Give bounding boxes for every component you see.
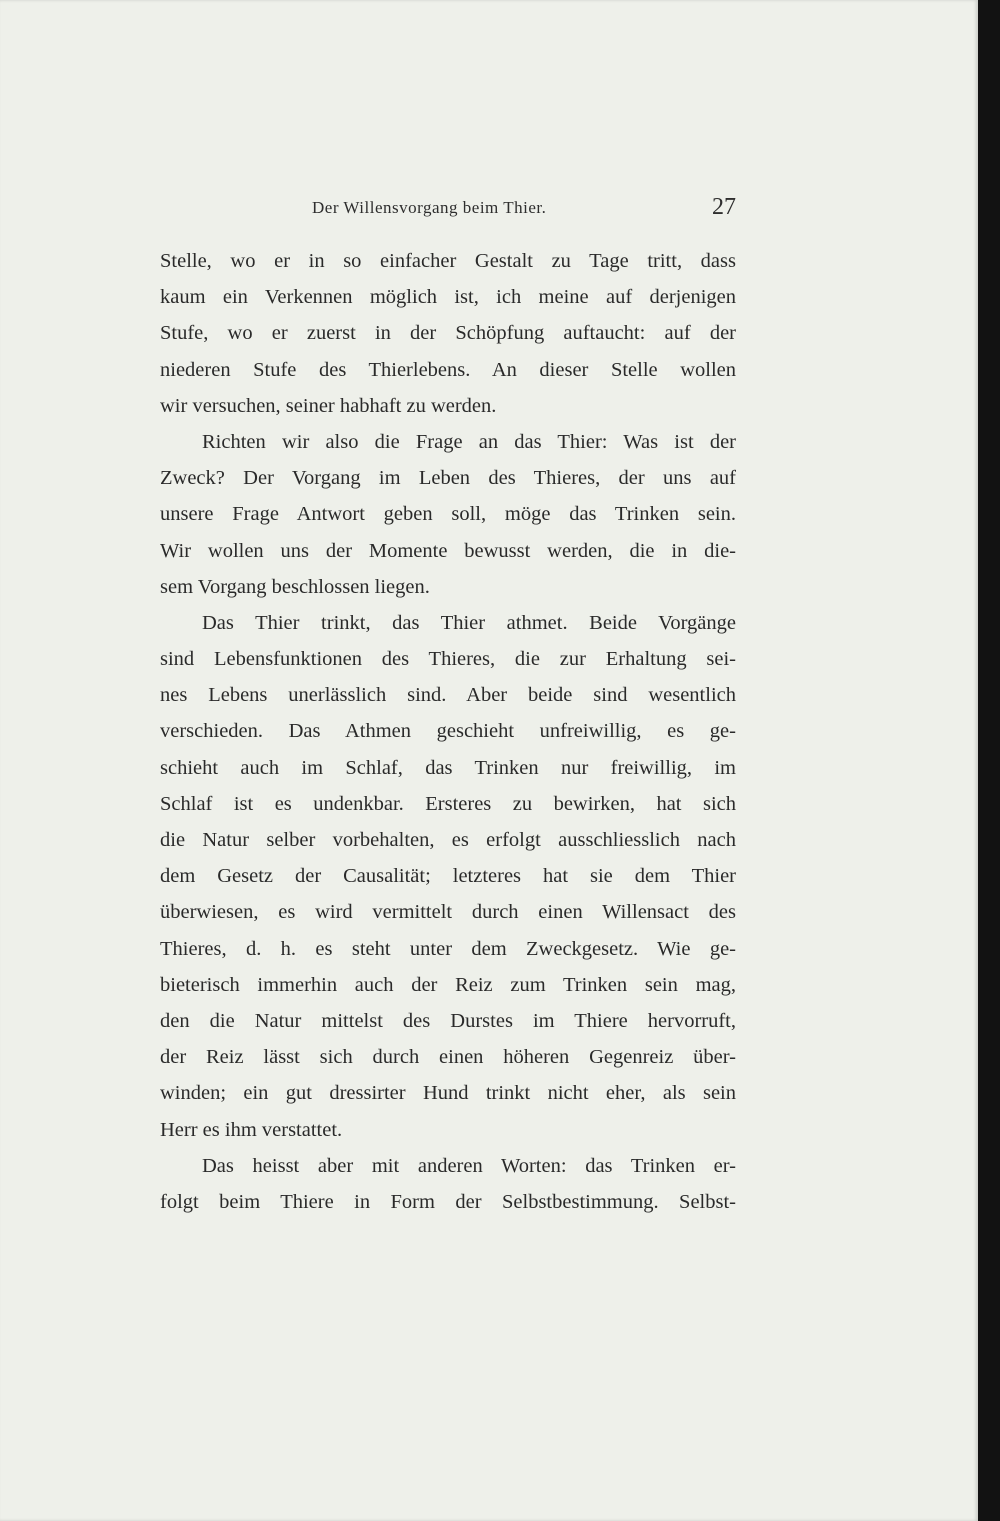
text-line: dem Gesetz der Causalität; letzteres hat sie dem Thier [160,865,736,888]
text-line: Thieres, d. h. es steht unter dem Zweckgesetz. Wie ge- [160,937,736,960]
text-line: kaum ein Verkennen möglich ist, ich meine auf derjenigen [160,286,736,309]
text-line: Richten wir also die Frage an das Thier: Was ist der [202,430,736,453]
text-line: Wir wollen uns der Momente bewusst werden, die in die- [160,539,736,562]
text-line: Herr es ihm verstattet. [160,1118,343,1141]
text-line: die Natur selber vorbehalten, es erfolgt ausschliesslich nach [160,829,736,851]
text-line: sem Vorgang beschlossen liegen. [160,575,430,598]
text-line: Schlaf ist es undenkbar. Ersteres zu bewirken, hat sich [160,792,736,815]
text-line: schieht auch im Schlaf, das Trinken nur freiwillig, im [160,756,736,779]
text-line: bieterisch immerhin auch der Reiz zum Trinken sein mag, [160,973,736,996]
text-line: winden; ein gut dressirter Hund trinkt nicht eher, als sein [160,1082,736,1105]
body-text [160,243,736,1220]
text-line: verschieden. Das Athmen geschieht unfreiwillig, es ge- [160,720,736,743]
text-line: den die Natur mittelst des Durstes im Thiere hervorruft, [160,1009,736,1032]
text-line: sind Lebensfunktionen des Thieres, die zur Erhaltung sei- [160,648,736,671]
text-line: Zweck? Der Vorgang im Leben des Thieres, der uns auf [160,467,736,490]
running-head-title: Der Willensvorgang beim Thier. [312,198,547,217]
text-line: Stufe, wo er zuerst in der Schöpfung auftaucht: auf der [160,322,736,345]
text-line: wir versuchen, seiner habhaft zu werden. [160,394,497,417]
scan-edge [978,0,1000,1521]
text-line: überwiesen, es wird vermittelt durch einen Willensact des [160,901,736,924]
text-line: unsere Frage Antwort geben soll, möge das Trinken sein. [160,503,736,526]
text-line: folgt beim Thiere in Form der Selbstbestimmung. Selbst- [160,1190,736,1213]
running-head [160,192,736,228]
text-line: nes Lebens unerlässlich sind. Aber beide sind wesentlich [160,684,736,707]
page-number: 27 [712,194,736,220]
text-line: Stelle, wo er in so einfacher Gestalt zu Tage tritt, dass [160,250,736,272]
text-line: niederen Stufe des Thierlebens. An dieser Stelle wollen [160,358,736,381]
text-line: Das Thier trinkt, das Thier athmet. Beide Vorgänge [202,611,736,634]
text-line: der Reiz lässt sich durch einen höheren Gegenreiz über- [160,1046,736,1069]
text-line: Das heisst aber mit anderen Worten: das Trinken er- [202,1154,736,1177]
